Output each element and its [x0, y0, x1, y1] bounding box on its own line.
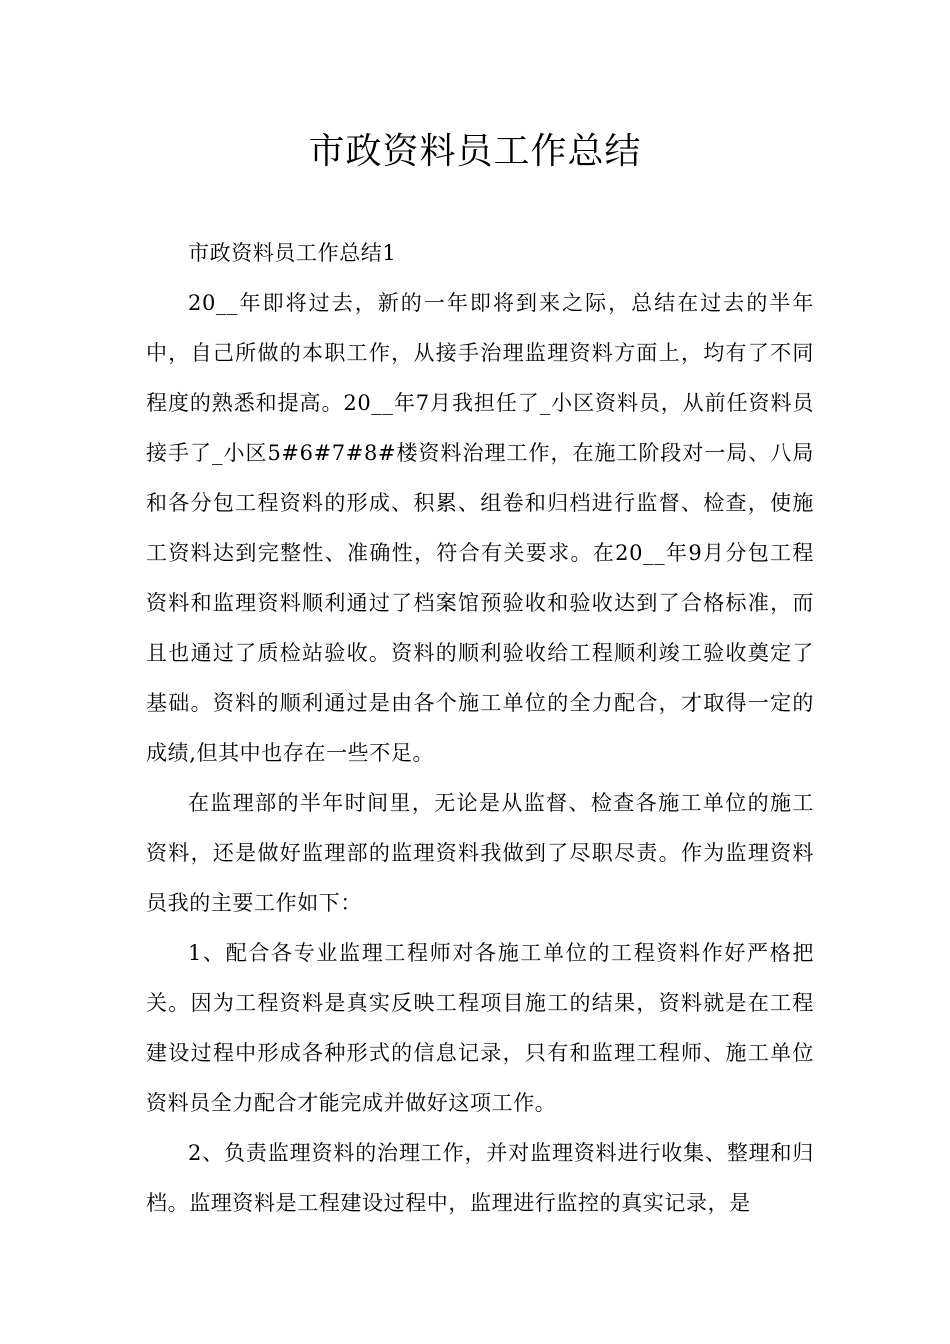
document-title: 市政资料员工作总结 [308, 131, 642, 172]
paragraph: 在监理部的半年时间里，无论是从监督、检查各施工单位的施工资料，还是做好监理部的监理资料我做到了尽职尽责。作为监理资料员我的主要工作如下： [146, 791, 814, 915]
paragraph: 2、负责监理资料的治理工作，并对监理资料进行收集、整理和归档。监理资料是工程建设过程中，监理进行监控的真实记录，是 [146, 1141, 814, 1215]
paragraph: 1、配合各专业监理工程师对各施工单位的工程资料作好严格把关。因为工程资料是真实反映工程项目施工的结果，资料就是在工程建设过程中形成各种形式的信息记录，只有和监理工程师、施工单位资料员全力配合才能完成并做好这项工作。 [146, 941, 814, 1115]
section-heading: 市政资料员工作总结1 [188, 241, 397, 265]
document-body [146, 228, 814, 1228]
paragraph: 20__年即将过去，新的一年即将到来之际，总结在过去的半年中，自己所做的本职工作，从接手治理监理资料方面上，均有了不同程度的熟悉和提高。20__年7月我担任了_小区资料员，从前任资料员接手了_小区5#6#7#8#楼资料治理工作，在施工阶段对一局、八局和各分包工程资料的形成、积累、组卷和归档进行监督、检查，使施工资料达到完整性、准确性，符合有关要求。在20__年9月分包工程资料和监理资料顺利通过了档案馆预验收和验收达到了合格标准，而且也通过了质检站验收。资料的顺利验收给工程顺利竣工验收奠定了基础。资料的顺利通过是由各个施工单位的全力配合，才取得一定的成绩,但其中也存在一些不足。 [146, 291, 814, 765]
